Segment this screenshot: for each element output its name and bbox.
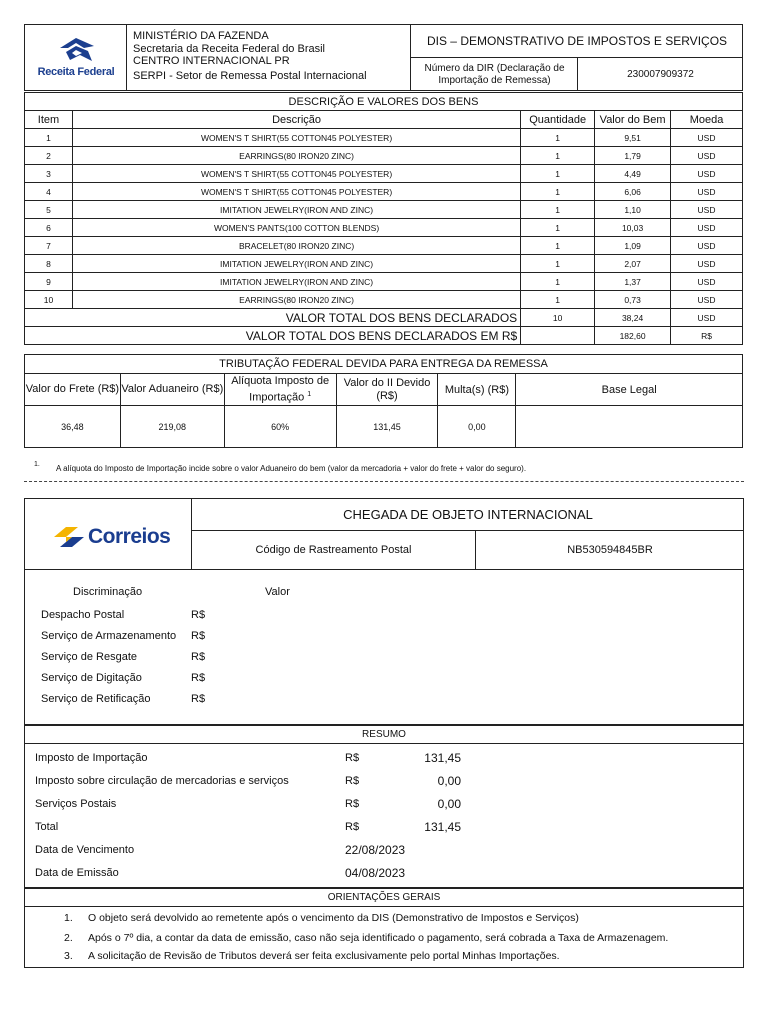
guidelines-title: ORIENTAÇÕES GERAIS (327, 892, 441, 903)
row-qty: 1 (521, 165, 595, 183)
service-label: Serviço de Armazenamento (41, 630, 177, 642)
summary-title: RESUMO (362, 729, 406, 740)
tax-title: TRIBUTAÇÃO FEDERAL DEVIDA PARA ENTREGA DA REMESSA (25, 355, 743, 374)
secretariat: Secretaria da Receita Federal do Brasil (133, 43, 325, 55)
ministry: MINISTÉRIO DA FAZENDA (133, 30, 269, 42)
summary-label: Total (35, 821, 59, 833)
tax-h-customs: Valor Aduaneiro (R$) (120, 374, 224, 406)
service-label: Serviço de Resgate (41, 651, 137, 663)
row-item: 9 (25, 273, 73, 291)
row-qty: 1 (521, 255, 595, 273)
doc-title: DIS – DEMONSTRATIVO DE IMPOSTOS E SERVIÇOS (426, 34, 728, 48)
issue-value: 04/08/2023 (345, 866, 406, 880)
row-qty: 1 (521, 219, 595, 237)
summary-div (24, 743, 744, 744)
tracking-label: Código de Rastreamento Postal (255, 544, 412, 556)
row-currency: USD (671, 183, 743, 201)
row-value: 0,73 (595, 291, 671, 309)
row-desc: WOMEN'S T SHIRT(55 COTTON45 POLYESTER) (72, 183, 520, 201)
row-currency: USD (671, 165, 743, 183)
row-value: 1,10 (595, 201, 671, 219)
row-currency: USD (671, 129, 743, 147)
total-brl-label: VALOR TOTAL DOS BENS DECLARADOS EM R$ (25, 327, 521, 345)
tax-h-fine: Multa(s) (R$) (438, 374, 516, 406)
row-value: 1,09 (595, 237, 671, 255)
col-value: Valor do Bem (595, 111, 671, 129)
guideline-num: 3. (64, 950, 73, 962)
table-row (25, 183, 743, 201)
row-desc: WOMEN'S T SHIRT(55 COTTON45 POLYESTER) (72, 165, 520, 183)
discr-label: Discriminação (73, 586, 143, 598)
row-desc: IMITATION JEWELRY(IRON AND ZINC) (72, 255, 520, 273)
table-row (25, 129, 743, 147)
sector-name: SERPI - Setor de Remessa Postal Internacional (133, 70, 367, 82)
tax-h-freight: Valor do Frete (R$) (25, 374, 121, 406)
center-name: CENTRO INTERNACIONAL PR (133, 55, 290, 67)
correios-title: CHEGADA DE OBJETO INTERNACIONAL (343, 507, 593, 522)
summary-label: Imposto de Importação (35, 752, 148, 764)
table-row (25, 255, 743, 273)
guideline-text: Após o 7º dia, a contar da data de emissão, caso não seja identificado o pagamento, será cobrada a Taxa de Armazenagem. (88, 932, 669, 944)
dir-label: Número da DIR (Declaração de Importação de Remessa) (424, 62, 565, 86)
row-item: 7 (25, 237, 73, 255)
row-value: 9,51 (595, 129, 671, 147)
goods-title: DESCRIÇÃO E VALORES DOS BENS (25, 93, 743, 111)
header-divider-1 (126, 24, 127, 91)
summary-value: 0,00 (437, 774, 461, 788)
correios-logo-text: Correios (88, 525, 171, 548)
issue-label: Data de Emissão (35, 867, 119, 879)
guideline-text: O objeto será devolvido ao remetente após o vencimento da DIS (Demonstrativo de Impostos e Serviços) (88, 912, 579, 924)
service-label: Despacho Postal (41, 609, 125, 621)
summary-value: 131,45 (424, 751, 461, 765)
row-currency: USD (671, 201, 743, 219)
service-currency: R$ (191, 651, 206, 663)
summary-currency: R$ (345, 775, 360, 787)
tax-h-due: Valor do II Devido (R$) (336, 374, 438, 406)
table-row (25, 201, 743, 219)
row-value: 6,06 (595, 183, 671, 201)
guidelines-div (24, 906, 744, 907)
total-brl-value: 182,60 (595, 327, 671, 345)
summary-label: Serviços Postais (35, 798, 117, 810)
row-item: 3 (25, 165, 73, 183)
cut-line (24, 481, 744, 482)
row-qty: 1 (521, 183, 595, 201)
tax-table (24, 354, 743, 448)
row-item: 1 (25, 129, 73, 147)
total-label: VALOR TOTAL DOS BENS DECLARADOS (25, 309, 521, 327)
row-desc: IMITATION JEWELRY(IRON AND ZINC) (72, 273, 520, 291)
row-currency: USD (671, 219, 743, 237)
service-currency: R$ (191, 609, 206, 621)
row-item: 10 (25, 291, 73, 309)
total-qty: 10 (521, 309, 595, 327)
row-value: 10,03 (595, 219, 671, 237)
tax-freight: 36,48 (25, 406, 121, 448)
summary-value: 131,45 (424, 820, 461, 834)
summary-box (24, 725, 744, 888)
row-item: 2 (25, 147, 73, 165)
footnote: A alíquota do Imposto de Importação incide sobre o valor Aduaneiro do bem (valor da mercadoria + valor do frete + valor do seguro). (56, 464, 527, 473)
table-row (25, 273, 743, 291)
guideline-text: A solicitação de Revisão de Tributos deverá ser feita exclusivamente pelo portal Minhas Importações. (88, 950, 560, 962)
due-label: Data de Vencimento (35, 844, 135, 856)
row-value: 2,07 (595, 255, 671, 273)
row-currency: USD (671, 273, 743, 291)
table-row (25, 237, 743, 255)
row-qty: 1 (521, 201, 595, 219)
receita-logo-text: Receita Federal (37, 66, 115, 78)
service-currency: R$ (191, 693, 206, 705)
summary-label: Imposto sobre circulação de mercadorias e serviços (35, 775, 289, 787)
row-currency: USD (671, 291, 743, 309)
row-qty: 1 (521, 129, 595, 147)
col-qty: Quantidade (521, 111, 595, 129)
col-desc: Descrição (72, 111, 520, 129)
table-row (25, 219, 743, 237)
guideline-num: 2. (64, 932, 73, 944)
row-qty: 1 (521, 237, 595, 255)
row-qty: 1 (521, 273, 595, 291)
row-desc: WOMEN'S T SHIRT(55 COTTON45 POLYESTER) (72, 129, 520, 147)
tax-h-legal: Base Legal (516, 374, 743, 406)
tax-rate: 60% (224, 406, 336, 448)
row-value: 1,79 (595, 147, 671, 165)
service-currency: R$ (191, 630, 206, 642)
footnote-num: 1. (34, 461, 40, 468)
summary-currency: R$ (345, 798, 360, 810)
col-item: Item (25, 111, 73, 129)
receita-emblem-icon (36, 36, 116, 64)
valor-label: Valor (265, 586, 290, 598)
correios-arrows-icon (52, 525, 86, 549)
col-currency: Moeda (671, 111, 743, 129)
summary-value: 0,00 (437, 797, 461, 811)
total-currency: USD (671, 309, 743, 327)
service-label: Serviço de Digitação (41, 672, 142, 684)
row-qty: 1 (521, 291, 595, 309)
total-brl-row (25, 327, 743, 345)
summary-currency: R$ (345, 821, 360, 833)
total-brl-empty (521, 327, 595, 345)
due-value: 22/08/2023 (345, 843, 406, 857)
tracking-value: NB530594845BR (567, 544, 653, 556)
tax-h-rate-cell (224, 374, 336, 406)
tax-fine: 0,00 (438, 406, 516, 448)
service-label: Serviço de Retificação (41, 693, 151, 705)
table-row (25, 165, 743, 183)
tax-h-rate: Alíquota Imposto de Importação (231, 374, 330, 404)
row-desc: WOMEN'S PANTS(100 COTTON BLENDS) (72, 219, 520, 237)
row-desc: EARRINGS(80 IRON20 ZINC) (72, 291, 520, 309)
row-currency: USD (671, 255, 743, 273)
total-brl-currency: R$ (671, 327, 743, 345)
correios-div-h2 (24, 569, 744, 570)
row-desc: IMITATION JEWELRY(IRON AND ZINC) (72, 201, 520, 219)
tax-legal (516, 406, 743, 448)
row-desc: EARRINGS(80 IRON20 ZINC) (72, 147, 520, 165)
dir-value: 230007909372 (627, 69, 694, 80)
guideline-num: 1. (64, 912, 73, 924)
table-row (25, 291, 743, 309)
row-value: 1,37 (595, 273, 671, 291)
service-currency: R$ (191, 672, 206, 684)
total-value: 38,24 (595, 309, 671, 327)
summary-currency: R$ (345, 752, 360, 764)
tax-h-rate-sup: 1 (307, 390, 312, 398)
row-item: 6 (25, 219, 73, 237)
row-item: 5 (25, 201, 73, 219)
correios-logo (52, 522, 177, 552)
goods-table (24, 92, 743, 345)
total-row (25, 309, 743, 327)
row-item: 4 (25, 183, 73, 201)
row-value: 4,49 (595, 165, 671, 183)
tax-due: 131,45 (336, 406, 438, 448)
tax-customs: 219,08 (120, 406, 224, 448)
receita-logo (36, 36, 116, 80)
row-qty: 1 (521, 147, 595, 165)
row-currency: USD (671, 147, 743, 165)
table-row (25, 147, 743, 165)
row-desc: BRACELET(80 IRON20 ZINC) (72, 237, 520, 255)
row-currency: USD (671, 237, 743, 255)
row-item: 8 (25, 255, 73, 273)
